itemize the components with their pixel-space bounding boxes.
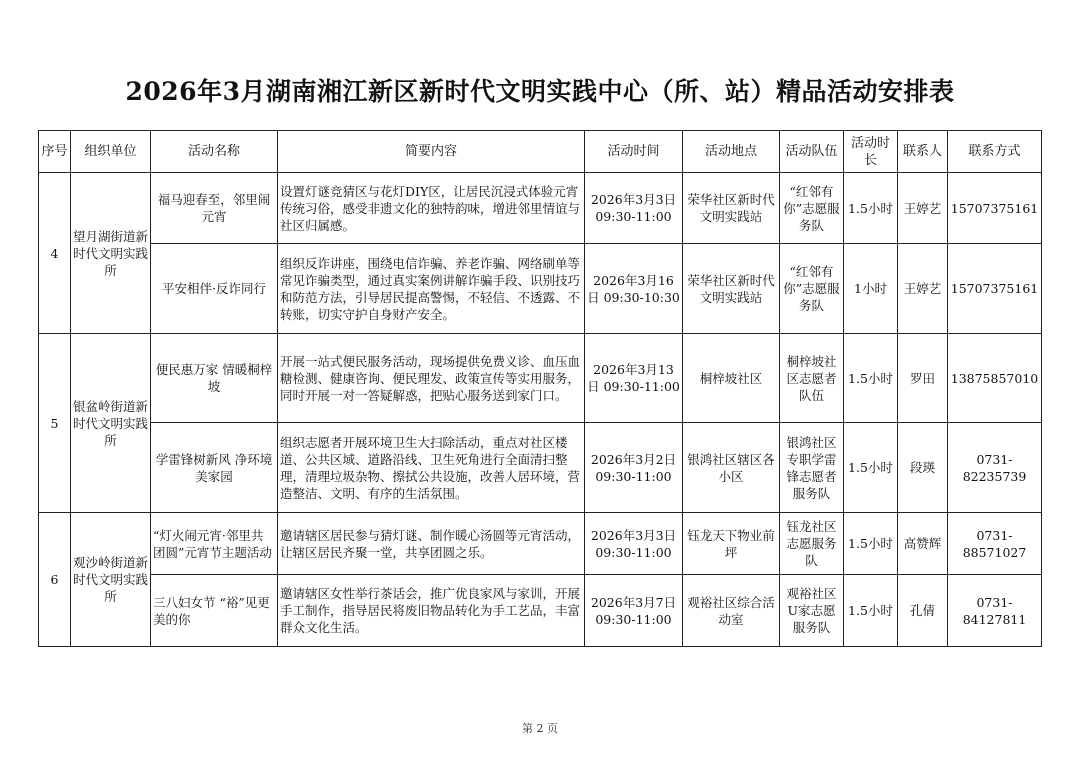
activity-place: 荣华社区新时代文明实践站 bbox=[683, 173, 780, 244]
contact-phone: 0731-88571027 bbox=[948, 513, 1042, 575]
contact-phone: 15707375161 bbox=[948, 244, 1042, 334]
contact-person: 孔倩 bbox=[898, 575, 948, 647]
contact-person: 罗田 bbox=[898, 334, 948, 423]
table-row bbox=[39, 173, 1042, 244]
activity-time: 2026年3月3日 09:30-11:00 bbox=[585, 173, 683, 244]
activity-duration: 1.5小时 bbox=[844, 423, 898, 513]
table-row bbox=[39, 423, 1042, 513]
header-time: 活动时间 bbox=[585, 131, 683, 173]
header-contact: 联系人 bbox=[898, 131, 948, 173]
activity-time: 2026年3月7日 09:30-11:00 bbox=[585, 575, 683, 647]
page-number: 第 2 页 bbox=[522, 722, 558, 735]
activity-name: 平安相伴·反诈同行 bbox=[151, 244, 278, 334]
activity-duration: 1.5小时 bbox=[844, 575, 898, 647]
activity-duration: 1小时 bbox=[844, 244, 898, 334]
activity-name: 三八妇女节 “裕”见更美的你 bbox=[151, 575, 278, 647]
activity-content: 开展一站式便民服务活动，现场提供免费义诊、血压血糖检测、健康咨询、便民理发、政策宣传等实用服务，同时开展一对一答疑解惑，把贴心服务送到家门口。 bbox=[278, 334, 585, 423]
activity-duration: 1.5小时 bbox=[844, 173, 898, 244]
activity-time: 2026年3月16日 09:30-10:30 bbox=[585, 244, 683, 334]
activity-team: “红邻有你”志愿服务队 bbox=[780, 173, 844, 244]
header-no: 序号 bbox=[39, 131, 71, 173]
organizer: 银盆岭街道新时代文明实践所 bbox=[71, 334, 151, 513]
activity-duration: 1.5小时 bbox=[844, 513, 898, 575]
table-row bbox=[39, 513, 1042, 575]
activity-time: 2026年3月2日 09:30-11:00 bbox=[585, 423, 683, 513]
activity-content: 组织反诈讲座，围绕电信诈骗、养老诈骗、网络刷单等常见诈骗类型，通过真实案例讲解诈骗手段、识别技巧和防范方法，引导居民提高警惕，不轻信、不透露、不转账，切实守护自身财产安全。 bbox=[278, 244, 585, 334]
group-number: 6 bbox=[39, 513, 71, 647]
contact-person: 王婷艺 bbox=[898, 244, 948, 334]
activity-name: 福马迎春至，邻里闹元宵 bbox=[151, 173, 278, 244]
activity-team: 银鸿社区专职学雷锋志愿者服务队 bbox=[780, 423, 844, 513]
contact-person: 高赞辉 bbox=[898, 513, 948, 575]
organizer: 观沙岭街道新时代文明实践所 bbox=[71, 513, 151, 647]
activity-team: 桐梓坡社区志愿者队伍 bbox=[780, 334, 844, 423]
activity-team: 钰龙社区志愿服务队 bbox=[780, 513, 844, 575]
activity-place: 桐梓坡社区 bbox=[683, 334, 780, 423]
activity-time: 2026年3月13日 09:30-11:00 bbox=[585, 334, 683, 423]
contact-phone: 0731-84127811 bbox=[948, 575, 1042, 647]
table-row bbox=[39, 244, 1042, 334]
header-org: 组织单位 bbox=[71, 131, 151, 173]
contact-phone: 15707375161 bbox=[948, 173, 1042, 244]
header-phone: 联系方式 bbox=[948, 131, 1042, 173]
activity-place: 荣华社区新时代文明实践站 bbox=[683, 244, 780, 334]
header-name: 活动名称 bbox=[151, 131, 278, 173]
header-team: 活动队伍 bbox=[780, 131, 844, 173]
contact-phone: 13875857010 bbox=[948, 334, 1042, 423]
activity-place: 钰龙天下物业前坪 bbox=[683, 513, 780, 575]
activity-name: “灯火闹元宵·邻里共团圆”元宵节主题活动 bbox=[151, 513, 278, 575]
header-content: 简要内容 bbox=[278, 131, 585, 173]
contact-person: 王婷艺 bbox=[898, 173, 948, 244]
table-row bbox=[39, 575, 1042, 647]
activity-name: 学雷锋树新风 净环境美家园 bbox=[151, 423, 278, 513]
contact-person: 段瑛 bbox=[898, 423, 948, 513]
page-title: 2026年3月湖南湘江新区新时代文明实践中心（所、站）精品活动安排表 bbox=[125, 77, 955, 106]
header-row bbox=[39, 131, 1042, 173]
activity-place: 观裕社区综合活动室 bbox=[683, 575, 780, 647]
activity-team: 观裕社区U家志愿服务队 bbox=[780, 575, 844, 647]
activity-content: 设置灯谜竞猜区与花灯DIY区，让居民沉浸式体验元宵传统习俗，感受非遗文化的独特韵味，增进邻里情谊与社区归属感。 bbox=[278, 173, 585, 244]
activity-duration: 1.5小时 bbox=[844, 334, 898, 423]
contact-phone: 0731-82235739 bbox=[948, 423, 1042, 513]
activity-content: 组织志愿者开展环境卫生大扫除活动，重点对社区楼道、公共区域、道路沿线、卫生死角进行全面清扫整理，清理垃圾杂物、擦拭公共设施，改善人居环境，营造整洁、文明、有序的生活氛围。 bbox=[278, 423, 585, 513]
organizer: 望月湖街道新时代文明实践所 bbox=[71, 173, 151, 334]
activity-place: 银鸿社区辖区各小区 bbox=[683, 423, 780, 513]
header-duration: 活动时长 bbox=[844, 131, 898, 173]
activity-content: 邀请辖区居民参与猜灯谜、制作暖心汤圆等元宵活动，让辖区居民齐聚一堂，共享团圆之乐。 bbox=[278, 513, 585, 575]
activity-schedule-table bbox=[38, 130, 1042, 647]
activity-content: 邀请辖区女性举行茶话会，推广优良家风与家训，开展手工制作，指导居民将废旧物品转化为手工艺品，丰富群众文化生活。 bbox=[278, 575, 585, 647]
activity-name: 便民惠万家 情暖桐梓坡 bbox=[151, 334, 278, 423]
group-number: 4 bbox=[39, 173, 71, 334]
activity-team: “红邻有你”志愿服务队 bbox=[780, 244, 844, 334]
activity-time: 2026年3月3日 09:30-11:00 bbox=[585, 513, 683, 575]
table-row bbox=[39, 334, 1042, 423]
header-place: 活动地点 bbox=[683, 131, 780, 173]
group-number: 5 bbox=[39, 334, 71, 513]
